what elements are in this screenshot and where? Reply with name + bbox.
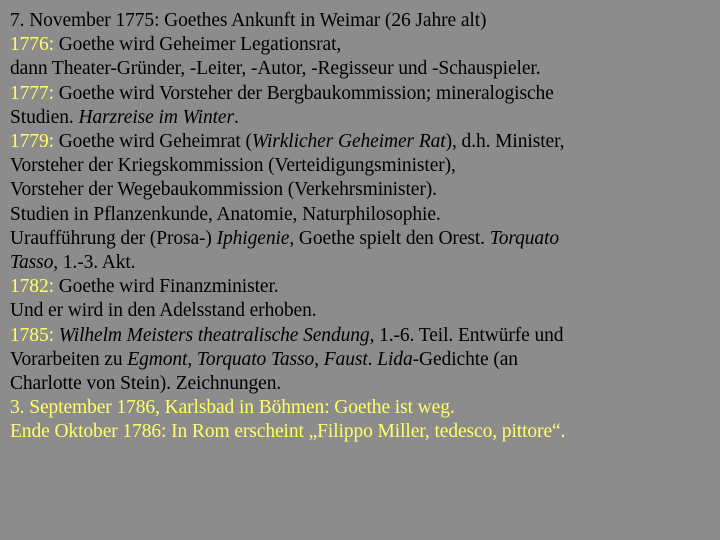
line-rom <box>10 420 710 444</box>
line-1776 <box>10 33 710 57</box>
text: Charlotte von Stein). Zeichnungen. <box>10 373 282 395</box>
text: Und er wird in den Adelsstand erhoben. <box>10 300 317 322</box>
text: Uraufführung der (Prosa-) <box>10 227 217 249</box>
title-term: Wirklicher Geheimer Rat <box>251 131 446 153</box>
line-studien <box>10 203 710 227</box>
line-1777 <box>10 82 710 106</box>
text: . <box>367 348 378 370</box>
line-1779 <box>10 130 710 154</box>
text: . <box>233 106 239 128</box>
line-wegebau <box>10 178 710 202</box>
text: , Goethe spielt den Orest. <box>289 227 490 249</box>
text: Goethe wird Vorsteher der Bergbaukommission; mineralogische <box>53 82 554 104</box>
work-title: Torquato <box>489 227 560 249</box>
text: , <box>187 348 197 370</box>
line-charlotte <box>10 372 710 396</box>
highlight-text: 3. September 1786, Karlsbad in Böhmen: Goethe ist weg. <box>10 397 455 419</box>
line-vorarbeiten <box>10 348 710 372</box>
text: Goethe wird Geheimrat ( <box>53 131 252 153</box>
work-title: Egmont <box>127 348 188 370</box>
text: Vorarbeiten zu <box>10 348 128 370</box>
text: ), d.h. Minister, <box>445 131 565 153</box>
line-kriegskommission <box>10 154 710 178</box>
line-iphigenie <box>10 227 710 251</box>
text: Vorsteher der Wegebaukommission (Verkehrsminister). <box>10 179 437 201</box>
line-1775 <box>10 9 710 33</box>
work-title: Iphigenie <box>216 227 290 249</box>
text: Goethe wird Geheimer Legationsrat, <box>53 34 342 56</box>
line-tasso <box>10 251 710 275</box>
text: Studien in Pflanzenkunde, Anatomie, Naturphilosophie. <box>10 203 441 225</box>
work-title: Faust <box>323 348 368 370</box>
text: 7. November 1775: Goethes Ankunft in Weimar (26 Jahre alt) <box>10 10 487 31</box>
text: Vorsteher der Kriegskommission (Verteidigungsminister), <box>10 155 456 177</box>
work-title: Torquato Tasso <box>196 348 315 370</box>
text: dann Theater-Gründer, -Leiter, -Autor, -Regisseur und -Schauspieler. <box>10 58 541 80</box>
text: Goethe wird Finanzminister. <box>53 276 279 298</box>
work-title: Wilhelm Meisters theatralische Sendung <box>58 324 370 346</box>
line-karlsbad <box>10 396 710 420</box>
text: -Gedichte (an <box>412 348 518 370</box>
year-1776: 1776: <box>10 34 54 56</box>
year-1777: 1777: <box>10 82 54 104</box>
text: , 1.-6. Teil. Entwürfe und <box>369 324 564 346</box>
year-1785: 1785: <box>10 324 54 346</box>
work-title: Tasso <box>10 252 54 274</box>
line-1785 <box>10 324 710 348</box>
text: Studien. <box>10 106 79 128</box>
text: , <box>314 348 324 370</box>
line-adelsstand <box>10 299 710 323</box>
line-theater <box>10 57 710 81</box>
year-1782: 1782: <box>10 276 54 298</box>
year-1779: 1779: <box>10 131 54 153</box>
line-harzreise <box>10 106 710 130</box>
work-title: Harzreise im Winter <box>78 106 234 128</box>
highlight-text: Ende Oktober 1786: In Rom erscheint „Filippo Miller, tedesco, pittore“. <box>10 421 566 443</box>
text: , 1.-3. Akt. <box>53 252 136 274</box>
line-1782 <box>10 275 710 299</box>
work-title: Lida <box>377 348 413 370</box>
